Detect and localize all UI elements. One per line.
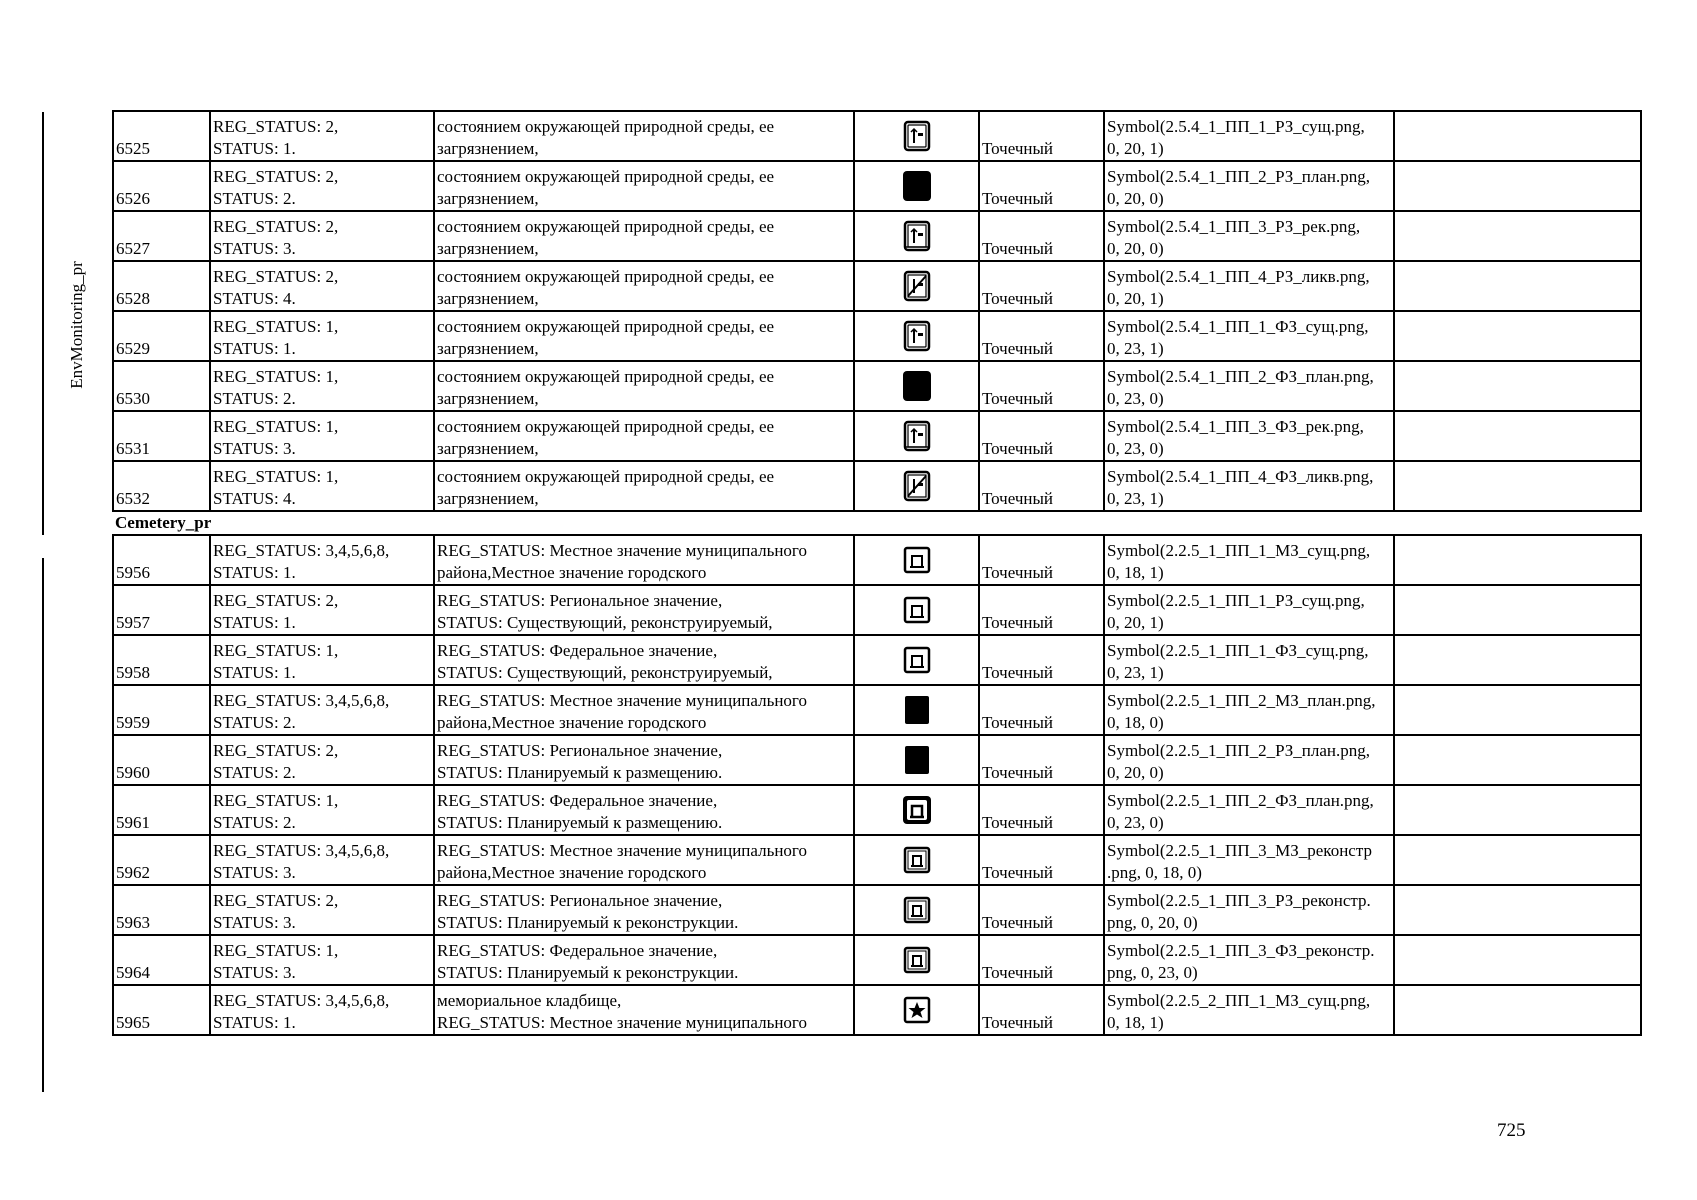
symbol-expression-cell-line: 0, 18, 1) <box>1107 1013 1164 1032</box>
symbol-cell <box>854 685 979 735</box>
status-condition-cell-line: REG_STATUS: 2, <box>213 267 339 286</box>
description-cell-line: состоянием окружающей природной среды, ее <box>437 467 775 486</box>
description-cell-line: загрязнением, <box>437 239 539 258</box>
description-cell-line: REG_STATUS: Федеральное значение, <box>437 941 718 960</box>
status-condition-cell <box>210 585 434 635</box>
status-condition-cell-line: STATUS: 2. <box>213 713 296 732</box>
symbol-expression-cell-line: Symbol(2.5.4_1_ПП_3_ФЗ_рек.png, <box>1107 417 1364 436</box>
symbol-expression-cell-line: 0, 20, 1) <box>1107 139 1164 158</box>
status-condition-cell-line: REG_STATUS: 2, <box>213 217 339 236</box>
description-cell-line: STATUS: Планируемый к размещению. <box>437 813 723 832</box>
layer-label-text: EnvMonitoring_pr <box>67 261 86 389</box>
description-cell <box>434 735 854 785</box>
empty-cell <box>1394 985 1641 1035</box>
symbol-expression-cell <box>1104 885 1394 935</box>
symbol-cell <box>854 835 979 885</box>
status-condition-cell-line: STATUS: 4. <box>213 289 296 308</box>
symbol-expression-cell-line: Symbol(2.2.5_1_ПП_3_ФЗ_реконстр. <box>1107 941 1375 960</box>
symbol-cell <box>854 261 979 311</box>
symbol-expression-cell-line: Symbol(2.2.5_1_ПП_1_РЗ_сущ.png, <box>1107 591 1365 610</box>
status-condition-cell <box>210 935 434 985</box>
symbol-cell <box>854 111 979 161</box>
status-condition-cell-line: REG_STATUS: 3,4,5,6,8, <box>213 991 390 1010</box>
symbol-expression-cell-line: Symbol(2.2.5_1_ПП_2_РЗ_план.png, <box>1107 741 1371 760</box>
table-row <box>113 585 1641 635</box>
description-cell-line: STATUS: Планируемый к размещению. <box>437 763 723 782</box>
empty-cell <box>1394 311 1641 361</box>
status-condition-cell-line: REG_STATUS: 2, <box>213 741 339 760</box>
memorial-cemetery-icon <box>857 995 976 1025</box>
status-condition-cell-line: REG_STATUS: 1, <box>213 641 339 660</box>
geometry-type-cell: Точечный <box>979 685 1104 735</box>
status-condition-cell-line: REG_STATUS: 1, <box>213 367 339 386</box>
symbol-expression-cell <box>1104 361 1394 411</box>
status-condition-cell-line: STATUS: 2. <box>213 389 296 408</box>
symbol-cell <box>854 785 979 835</box>
section-rule-envmonitoring <box>42 112 44 535</box>
description-cell-line: REG_STATUS: Федеральное значение, <box>437 791 718 810</box>
row-id-cell: 5965 <box>113 985 210 1035</box>
symbol-cell <box>854 461 979 511</box>
description-cell-line: REG_STATUS: Местное значение муниципального <box>437 541 807 560</box>
row-id-cell: 5957 <box>113 585 210 635</box>
status-condition-cell-line: STATUS: 4. <box>213 489 296 508</box>
symbol-expression-cell-line: 0, 23, 1) <box>1107 339 1164 358</box>
empty-cell <box>1394 211 1641 261</box>
layer-label-envmonitoring <box>64 115 90 535</box>
table-row <box>113 835 1641 885</box>
table-row <box>113 885 1641 935</box>
status-condition-cell-line: REG_STATUS: 1, <box>213 467 339 486</box>
description-cell <box>434 585 854 635</box>
description-cell <box>434 885 854 935</box>
geometry-type-cell: Точечный <box>979 111 1104 161</box>
status-condition-cell-line: REG_STATUS: 2, <box>213 167 339 186</box>
description-cell <box>434 361 854 411</box>
status-condition-cell-line: REG_STATUS: 1, <box>213 791 339 810</box>
status-condition-cell-line: REG_STATUS: 2, <box>213 117 339 136</box>
symbol-expression-cell-line: 0, 20, 0) <box>1107 239 1164 258</box>
status-condition-cell-line: STATUS: 1. <box>213 613 296 632</box>
empty-cell <box>1394 735 1641 785</box>
row-id-cell: 5962 <box>113 835 210 885</box>
empty-cell <box>1394 935 1641 985</box>
symbol-expression-cell-line: 0, 23, 1) <box>1107 489 1164 508</box>
symbol-expression-cell <box>1104 461 1394 511</box>
geometry-type-cell: Точечный <box>979 735 1104 785</box>
symbol-cell <box>854 635 979 685</box>
symbol-expression-cell-line: 0, 18, 0) <box>1107 713 1164 732</box>
symbol-expression-cell-line: Symbol(2.5.4_1_ПП_4_РЗ_ликв.png, <box>1107 267 1370 286</box>
layer-name-cemetery: Cemetery_pr <box>113 511 1641 535</box>
description-cell <box>434 785 854 835</box>
description-cell-line: REG_STATUS: Местное значение муниципального <box>437 1013 807 1032</box>
description-cell-line: состоянием окружающей природной среды, ее <box>437 167 775 186</box>
geometry-type-cell: Точечный <box>979 211 1104 261</box>
symbol-expression-cell <box>1104 585 1394 635</box>
empty-cell <box>1394 685 1641 735</box>
description-cell <box>434 261 854 311</box>
empty-cell <box>1394 361 1641 411</box>
status-condition-cell <box>210 311 434 361</box>
status-condition-cell-line: REG_STATUS: 1, <box>213 417 339 436</box>
symbol-expression-cell <box>1104 985 1394 1035</box>
description-cell-line: загрязнением, <box>437 489 539 508</box>
table-row <box>113 735 1641 785</box>
status-condition-cell <box>210 735 434 785</box>
geometry-type-cell: Точечный <box>979 461 1104 511</box>
symbol-expression-cell-line: Symbol(2.5.4_1_ПП_4_ФЗ_ликв.png, <box>1107 467 1374 486</box>
empty-cell <box>1394 535 1641 585</box>
env-monitoring-filled-icon <box>857 369 976 403</box>
status-condition-cell-line: REG_STATUS: 1, <box>213 317 339 336</box>
empty-cell <box>1394 161 1641 211</box>
status-condition-cell-line: REG_STATUS: 3,4,5,6,8, <box>213 691 390 710</box>
description-cell <box>434 685 854 735</box>
empty-cell <box>1394 261 1641 311</box>
geometry-type-cell: Точечный <box>979 261 1104 311</box>
status-condition-cell-line: STATUS: 1. <box>213 563 296 582</box>
status-condition-cell <box>210 635 434 685</box>
description-cell <box>434 161 854 211</box>
row-id-cell: 5963 <box>113 885 210 935</box>
symbol-cell <box>854 161 979 211</box>
status-condition-cell-line: REG_STATUS: 3,4,5,6,8, <box>213 841 390 860</box>
symbol-expression-cell-line: Symbol(2.5.4_1_ПП_1_ФЗ_сущ.png, <box>1107 317 1369 336</box>
symbol-cell <box>854 985 979 1035</box>
row-id-cell: 6528 <box>113 261 210 311</box>
description-cell-line: района,Местное значение городского <box>437 713 707 732</box>
status-condition-cell <box>210 785 434 835</box>
description-cell <box>434 311 854 361</box>
status-condition-cell-line: REG_STATUS: 3,4,5,6,8, <box>213 541 390 560</box>
geometry-type-cell: Точечный <box>979 885 1104 935</box>
status-condition-cell-line: STATUS: 3. <box>213 963 296 982</box>
row-id-cell: 6525 <box>113 111 210 161</box>
symbol-expression-cell-line: Symbol(2.2.5_1_ПП_2_МЗ_план.png, <box>1107 691 1376 710</box>
geometry-type-cell: Точечный <box>979 161 1104 211</box>
symbol-expression-cell-line: png, 0, 23, 0) <box>1107 963 1198 982</box>
symbol-expression-cell-line: Symbol(2.2.5_1_ПП_3_РЗ_реконстр. <box>1107 891 1371 910</box>
symbol-expression-cell-line: 0, 20, 1) <box>1107 289 1164 308</box>
description-cell-line: REG_STATUS: Федеральное значение, <box>437 641 718 660</box>
description-cell <box>434 211 854 261</box>
description-cell-line: REG_STATUS: Местное значение муниципального <box>437 691 807 710</box>
status-condition-cell-line: REG_STATUS: 2, <box>213 591 339 610</box>
status-condition-cell <box>210 211 434 261</box>
page-number: 725 <box>1497 1120 1526 1141</box>
status-condition-cell-line: STATUS: 3. <box>213 913 296 932</box>
symbol-expression-cell <box>1104 411 1394 461</box>
symbol-expression-cell <box>1104 835 1394 885</box>
table-row <box>113 211 1641 261</box>
symbol-expression-cell-line: Symbol(2.2.5_1_ПП_1_МЗ_сущ.png, <box>1107 541 1371 560</box>
symbol-expression-cell-line: 0, 23, 0) <box>1107 813 1164 832</box>
empty-cell <box>1394 461 1641 511</box>
env-monitoring-outline-icon <box>857 320 976 352</box>
empty-cell <box>1394 635 1641 685</box>
status-condition-cell <box>210 685 434 735</box>
status-condition-cell <box>210 835 434 885</box>
symbol-expression-cell <box>1104 311 1394 361</box>
description-cell-line: загрязнением, <box>437 339 539 358</box>
status-condition-cell <box>210 111 434 161</box>
symbol-expression-cell-line: 0, 20, 0) <box>1107 763 1164 782</box>
status-condition-cell <box>210 361 434 411</box>
description-cell-line: состоянием окружающей природной среды, ее <box>437 217 775 236</box>
description-cell-line: загрязнением, <box>437 389 539 408</box>
status-condition-cell-line: STATUS: 2. <box>213 189 296 208</box>
geometry-type-cell: Точечный <box>979 785 1104 835</box>
table-row <box>113 361 1641 411</box>
empty-cell <box>1394 585 1641 635</box>
description-cell-line: загрязнением, <box>437 439 539 458</box>
symbol-expression-cell-line: 0, 18, 1) <box>1107 563 1164 582</box>
symbol-expression-cell <box>1104 261 1394 311</box>
cemetery-recon-icon <box>857 845 976 875</box>
row-id-cell: 6526 <box>113 161 210 211</box>
symbol-expression-cell <box>1104 161 1394 211</box>
row-id-cell: 5959 <box>113 685 210 735</box>
table-row <box>113 111 1641 161</box>
symbol-expression-cell <box>1104 735 1394 785</box>
status-condition-cell <box>210 461 434 511</box>
description-cell-line: состоянием окружающей природной среды, ее <box>437 267 775 286</box>
status-condition-cell-line: STATUS: 2. <box>213 763 296 782</box>
table-row <box>113 311 1641 361</box>
empty-cell <box>1394 835 1641 885</box>
description-cell-line: STATUS: Существующий, реконструируемый, <box>437 663 773 682</box>
description-cell-line: состоянием окружающей природной среды, ее <box>437 317 775 336</box>
cemetery-filled-outline-icon <box>857 794 976 826</box>
symbol-cell <box>854 885 979 935</box>
description-cell <box>434 461 854 511</box>
description-cell <box>434 985 854 1035</box>
status-condition-cell-line: REG_STATUS: 2, <box>213 891 339 910</box>
symbol-expression-cell-line: 0, 20, 0) <box>1107 189 1164 208</box>
table-row <box>113 635 1641 685</box>
description-cell-line: загрязнением, <box>437 189 539 208</box>
status-condition-cell-line: STATUS: 3. <box>213 863 296 882</box>
table-row <box>113 411 1641 461</box>
row-id-cell: 5964 <box>113 935 210 985</box>
symbol-expression-cell-line: 0, 23, 0) <box>1107 439 1164 458</box>
env-monitoring-outline-icon <box>857 120 976 152</box>
status-condition-cell-line: REG_STATUS: 1, <box>213 941 339 960</box>
row-id-cell: 6527 <box>113 211 210 261</box>
empty-cell <box>1394 411 1641 461</box>
status-condition-cell-line: STATUS: 2. <box>213 813 296 832</box>
description-cell <box>434 835 854 885</box>
env-monitoring-liquidated-icon <box>857 270 976 302</box>
geometry-type-cell: Точечный <box>979 311 1104 361</box>
description-cell-line: REG_STATUS: Региональное значение, <box>437 741 723 760</box>
geometry-type-cell: Точечный <box>979 985 1104 1035</box>
table-row <box>113 461 1641 511</box>
symbol-cell <box>854 935 979 985</box>
symbol-expression-cell-line: Symbol(2.2.5_1_ПП_3_МЗ_реконстр <box>1107 841 1372 860</box>
table-row <box>113 161 1641 211</box>
cemetery-filled-icon <box>857 694 976 726</box>
symbol-expression-cell <box>1104 535 1394 585</box>
status-condition-cell <box>210 261 434 311</box>
geometry-type-cell: Точечный <box>979 411 1104 461</box>
row-id-cell: 6530 <box>113 361 210 411</box>
description-cell-line: STATUS: Планируемый к реконструкции. <box>437 913 739 932</box>
empty-cell <box>1394 885 1641 935</box>
table-row <box>113 935 1641 985</box>
cemetery-recon-icon <box>857 895 976 925</box>
geometry-type-cell: Точечный <box>979 935 1104 985</box>
status-condition-cell <box>210 885 434 935</box>
status-condition-cell-line: STATUS: 3. <box>213 439 296 458</box>
group-header-row <box>113 511 1641 535</box>
status-condition-cell <box>210 985 434 1035</box>
cemetery-recon-icon <box>857 945 976 975</box>
symbol-expression-cell <box>1104 935 1394 985</box>
empty-cell <box>1394 785 1641 835</box>
symbol-expression-cell-line: 0, 20, 1) <box>1107 613 1164 632</box>
geometry-type-cell: Точечный <box>979 635 1104 685</box>
description-cell-line: района,Местное значение городского <box>437 863 707 882</box>
symbol-expression-cell-line: Symbol(2.5.4_1_ПП_1_РЗ_сущ.png, <box>1107 117 1365 136</box>
symbol-cell <box>854 535 979 585</box>
symbol-expression-cell <box>1104 685 1394 735</box>
row-id-cell: 5958 <box>113 635 210 685</box>
empty-cell <box>1394 111 1641 161</box>
status-condition-cell <box>210 411 434 461</box>
table-row <box>113 535 1641 585</box>
symbol-expression-cell-line: Symbol(2.2.5_1_ПП_1_ФЗ_сущ.png, <box>1107 641 1369 660</box>
cemetery-outline-icon <box>857 545 976 575</box>
row-id-cell: 5961 <box>113 785 210 835</box>
status-condition-cell-line: STATUS: 1. <box>213 339 296 358</box>
env-monitoring-filled-icon <box>857 169 976 203</box>
symbol-expression-cell-line: png, 0, 20, 0) <box>1107 913 1198 932</box>
symbol-cell <box>854 211 979 261</box>
description-cell-line: загрязнением, <box>437 289 539 308</box>
symbol-expression-cell-line: Symbol(2.5.4_1_ПП_2_ФЗ_план.png, <box>1107 367 1374 386</box>
cemetery-outline-icon <box>857 595 976 625</box>
description-cell-line: REG_STATUS: Местное значение муниципального <box>437 841 807 860</box>
symbol-cell <box>854 361 979 411</box>
table-row <box>113 261 1641 311</box>
geometry-type-cell: Точечный <box>979 835 1104 885</box>
cemetery-outline-icon <box>857 645 976 675</box>
symbol-expression-cell-line: .png, 0, 18, 0) <box>1107 863 1202 882</box>
description-cell-line: состоянием окружающей природной среды, ее <box>437 367 775 386</box>
description-cell-line: загрязнением, <box>437 139 539 158</box>
description-cell <box>434 411 854 461</box>
env-monitoring-liquidated-icon <box>857 470 976 502</box>
symbol-cell <box>854 311 979 361</box>
symbol-expression-cell-line: Symbol(2.5.4_1_ПП_2_РЗ_план.png, <box>1107 167 1371 186</box>
row-id-cell: 6529 <box>113 311 210 361</box>
cemetery-filled-icon <box>857 744 976 776</box>
description-cell-line: REG_STATUS: Региональное значение, <box>437 591 723 610</box>
status-condition-cell-line: STATUS: 1. <box>213 1013 296 1032</box>
status-condition-cell <box>210 161 434 211</box>
section-rule-cemetery <box>42 558 44 1092</box>
description-cell <box>434 111 854 161</box>
env-monitoring-recon-icon <box>857 220 976 252</box>
symbol-expression-cell <box>1104 785 1394 835</box>
symbol-expression-cell-line: 0, 23, 0) <box>1107 389 1164 408</box>
symbol-cell <box>854 411 979 461</box>
symbol-expression-cell-line: 0, 23, 1) <box>1107 663 1164 682</box>
description-cell-line: STATUS: Планируемый к реконструкции. <box>437 963 739 982</box>
symbol-table <box>112 110 1642 1036</box>
table-row <box>113 785 1641 835</box>
symbol-expression-cell-line: Symbol(2.2.5_2_ПП_1_МЗ_сущ.png, <box>1107 991 1371 1010</box>
status-condition-cell-line: STATUS: 1. <box>213 663 296 682</box>
symbol-expression-cell <box>1104 635 1394 685</box>
row-id-cell: 6532 <box>113 461 210 511</box>
status-condition-cell-line: STATUS: 1. <box>213 139 296 158</box>
table-row <box>113 985 1641 1035</box>
description-cell <box>434 935 854 985</box>
symbol-cell <box>854 585 979 635</box>
row-id-cell: 6531 <box>113 411 210 461</box>
description-cell-line: REG_STATUS: Региональное значение, <box>437 891 723 910</box>
status-condition-cell-line: STATUS: 3. <box>213 239 296 258</box>
status-condition-cell <box>210 535 434 585</box>
row-id-cell: 5960 <box>113 735 210 785</box>
symbol-expression-cell-line: Symbol(2.5.4_1_ПП_3_РЗ_рек.png, <box>1107 217 1361 236</box>
description-cell-line: состоянием окружающей природной среды, ее <box>437 417 775 436</box>
symbol-cell <box>854 735 979 785</box>
description-cell-line: мемориальное кладбище, <box>437 991 622 1010</box>
description-cell-line: состоянием окружающей природной среды, ее <box>437 117 775 136</box>
geometry-type-cell: Точечный <box>979 585 1104 635</box>
table-row <box>113 685 1641 735</box>
description-cell-line: STATUS: Существующий, реконструируемый, <box>437 613 773 632</box>
symbol-expression-cell <box>1104 211 1394 261</box>
geometry-type-cell: Точечный <box>979 535 1104 585</box>
description-cell <box>434 635 854 685</box>
geometry-type-cell: Точечный <box>979 361 1104 411</box>
row-id-cell: 5956 <box>113 535 210 585</box>
env-monitoring-recon-icon <box>857 420 976 452</box>
description-cell-line: района,Местное значение городского <box>437 563 707 582</box>
symbol-expression-cell <box>1104 111 1394 161</box>
symbol-expression-cell-line: Symbol(2.2.5_1_ПП_2_ФЗ_план.png, <box>1107 791 1374 810</box>
description-cell <box>434 535 854 585</box>
